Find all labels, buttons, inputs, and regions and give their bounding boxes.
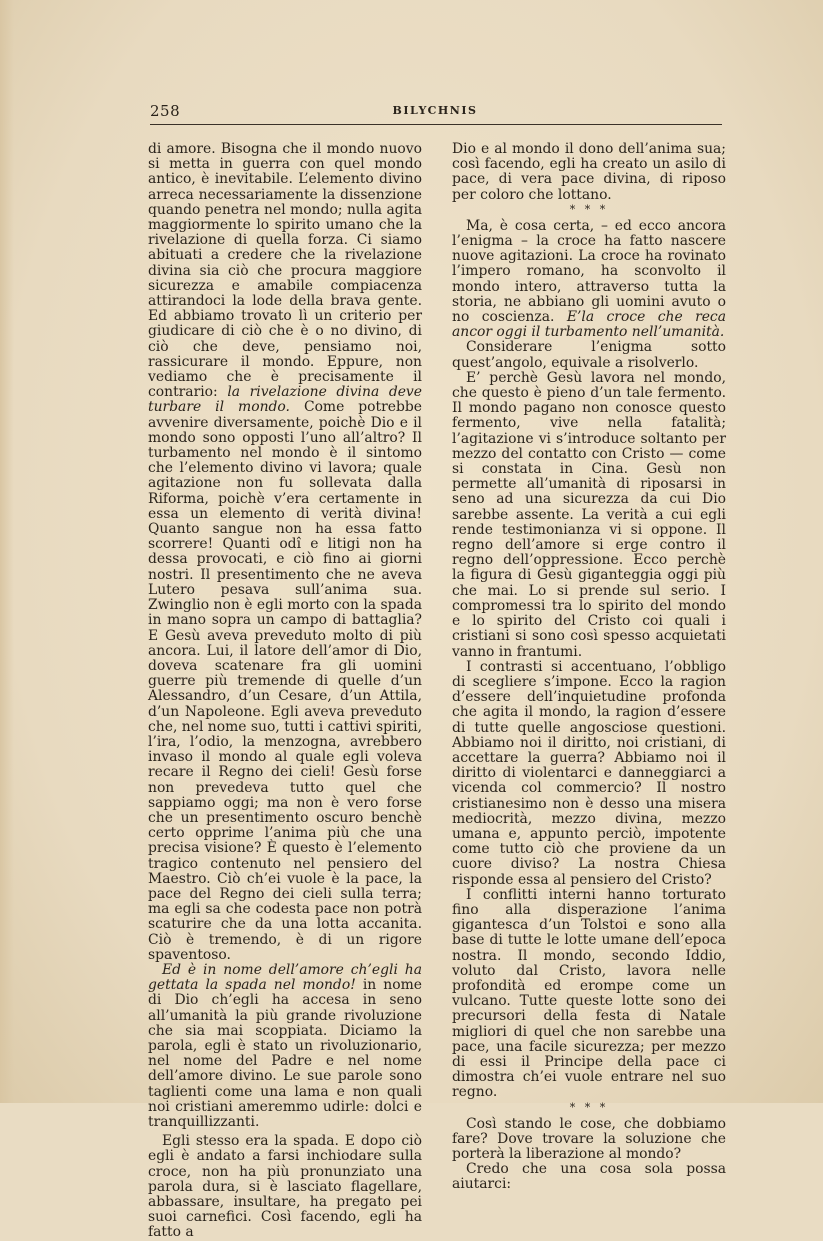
paragraph: Egli stesso era la spada. E dopo ciò egli è andato a farsi inchiodare sulla croce, non ha più pronunziato una parola dura, si è lasciato flagellare, abbassare, insultare, ha pregato pei suoi carnefici. Così facendo, egli ha fatto a [148,1133,422,1241]
paragraph: Così stando le cose, che dobbiamo fare? Dove trovare la soluzione che porterà la liberazione al mondo? [452,1115,726,1162]
page-header [150,102,720,122]
running-title: BILYCHNIS [392,104,478,117]
page-number: 258 [150,102,181,120]
paragraph: Considerare l’enigma sotto quest’angolo, equivale a risolverlo. [452,339,726,371]
page-edge-shadow [0,0,14,1103]
asterism-glyph: * * * [569,202,609,216]
paragraph-text: in nome di Dio ch’egli ha accesa in seno all’umanità la più grande rivoluzione che sia mai scoppiata. Diciamo la parola, egli è stato un rivoluzionario, nel nome del Padre e nel nome dell’amore divino. Le sue parole sono taglienti come una lama e non quali noi cristiani ameremmo udirle: dolci e tranquillizzanti. [148,977,422,1130]
paragraph: Dio e al mondo il dono dell’anima sua; così facendo, egli ha creato un asilo di pace, di vera pace divina, di riposo per coloro che lottano. [452,141,726,203]
left-column [148,142,422,1241]
paragraph: I conflitti interni hanno torturato fino alla disperazione l’anima gigantesca d’un Tolstoi e sono alla base di tutte le lotte umane dell’epoca nostra. Il mondo, secondo Iddio, voluto dal Cristo, lavora nelle profondità ed erompe come un vulcano. Tutte queste lotte sono dei precursori della festa di Natale migliori di quel che non sarebbe una pace, una facile sicurezza; per mezzo di essi il Principe della pace ci dimostra ch’ei vuole entrare nel suo regno. [452,886,726,1101]
asterism-glyph: * * * [569,1100,609,1114]
paragraph-text: Ma, è cosa certa, – ed ecco ancora l’enigma – la croce ha fatto nascere nuove agitazioni. La croce ha rovinato l’impero romano, ha sconvolto il mondo intero, attraverso tutta la storia, ne abbiano gli uomini avuto o no coscienza. [452,217,726,326]
italic-phrase: la rivelazione divina deve turbare il mondo. [148,384,422,416]
paragraph: E’ perchè Gesù lavora nel mondo, che questo è pieno d’un tale fermento. Il mondo pagano non conosce questo fermento, vive nella fatalità; l’agitazione vi s’introduce soltanto per mezzo del contatto con Cristo — come si constata in Cina. Gesù non permette all’umanità di riposarsi in seno ad una sicurezza da cui Dio sarebbe assente. La verità a cui egli rende testimonianza vi si oppone. Il regno dell’amore si erge contro il regno dell’oppressione. Ecco perchè la figura di Gesù giganteggia oggi più che mai. Lo si prende sul serio. I compromessi tra lo spirito del mondo e lo spirito del Cristo coi quali i cristiani si sono così spesso acquietati vanno in frantumi. [452,369,726,660]
paragraph-text: di amore. Bisogna che il mondo nuovo si metta in guerra con quel mondo antico, è inevitabile. L’elemento divino arreca necessariamente la dissenzione quando penetra nel mondo; nulla agita maggiormente lo spirito umano che la rivelazione di quella forza. Ci siamo abituati a credere che la rivelazione divina sia ciò che procura maggiore sicurezza e amabile compiacenza attirandoci la lode della brava gente. Ed abbiamo trovato lì un criterio per giudicare di ciò che è o no divino, di ciò che deve, pensiamo noi, rassicurare il mondo. Eppure, non vediamo che è precisamente il contrario: [148,141,422,401]
paragraph [148,963,422,1130]
italic-phrase: Ed è in nome dell’amore ch’egli ha gettata la spada nel mondo! [148,961,422,994]
paragraph: I contrasti si accentuano, l’obbligo di scegliere s’impone. Ecco la ragion d’essere dell’inquietudine profonda che agita il mondo, la ragion d’essere di tutte quelle angosciose questioni. Abbiamo noi il diritto, noi cristiani, di accettare la guerra? Abbiamo noi il diritto di violentarci e danneggiarci a vicenda col commercio? Il nostro cristianesimo non è desso una misera mediocrità, mezzo divina, mezzo umana e, appunto perciò, impotente come tutto ciò che proviene da un cuore diviso? La nostra Chiesa risponde essa al pensiero del Cristo? [452,658,726,888]
paragraph-text: Come potrebbe avvenire diversamente, poichè Dio e il mondo sono opposti l’uno all’altro? Il turbamento nel mondo è il sintomo che l’elemento divino vi lavora; quale agitazione non fu sollevata dalla Riforma, poichè v’era certamente in essa un elemento di verità divina! Quanto sangue non ha essa fatto scorrere! Quanti odî e litigi non ha dessa provocati, e ciò fino ai giorni nostri. Il presentimento che ne aveva Lutero pesava sull’anima sua. Zwinglio non è egli morto con la spada in mano sopra un campo di battaglia? E Gesù aveva preveduto molto di più ancora. Lui, il latore dell’amor di Dio, doveva scatenare fra gli uomini guerre più tremende di quelle d’un Alessandro, d’un Cesare, d’un Attila, d’un Napoleone. Egli aveva preveduto che, nel nome suo, tutti i cattivi spiriti, l’ira, l’odio, la menzogna, avrebbero invaso il mondo al quale egli voleva recare il Regno dei cieli! Gesù forse non prevedeva tutto quel che sappiamo oggi; ma non è vero forse che un presentimento oscuro benchè certo opprime l’anima più che una precisa visione? È questo è l’elemento tragico contenuto nel pensiero del Maestro. Ciò ch’ei vuole è la pace, la pace del Regno dei cieli sulla terra; ma egli sa che codesta pace non potrà scaturire che da una lotta accanita. Ciò è tremendo, è di un rigore spaventoso. [148,399,422,963]
paragraph: Credo che una cosa sola possa aiutarci: [452,1161,726,1193]
header-rule [150,124,722,125]
paragraph [148,142,422,963]
right-column [452,142,726,1193]
italic-phrase: E’la croce che reca ancor oggi il turbamento nell’umanità. [452,309,726,341]
section-break-asterism [452,202,726,216]
section-break-asterism [452,1100,726,1114]
paragraph [452,219,726,341]
